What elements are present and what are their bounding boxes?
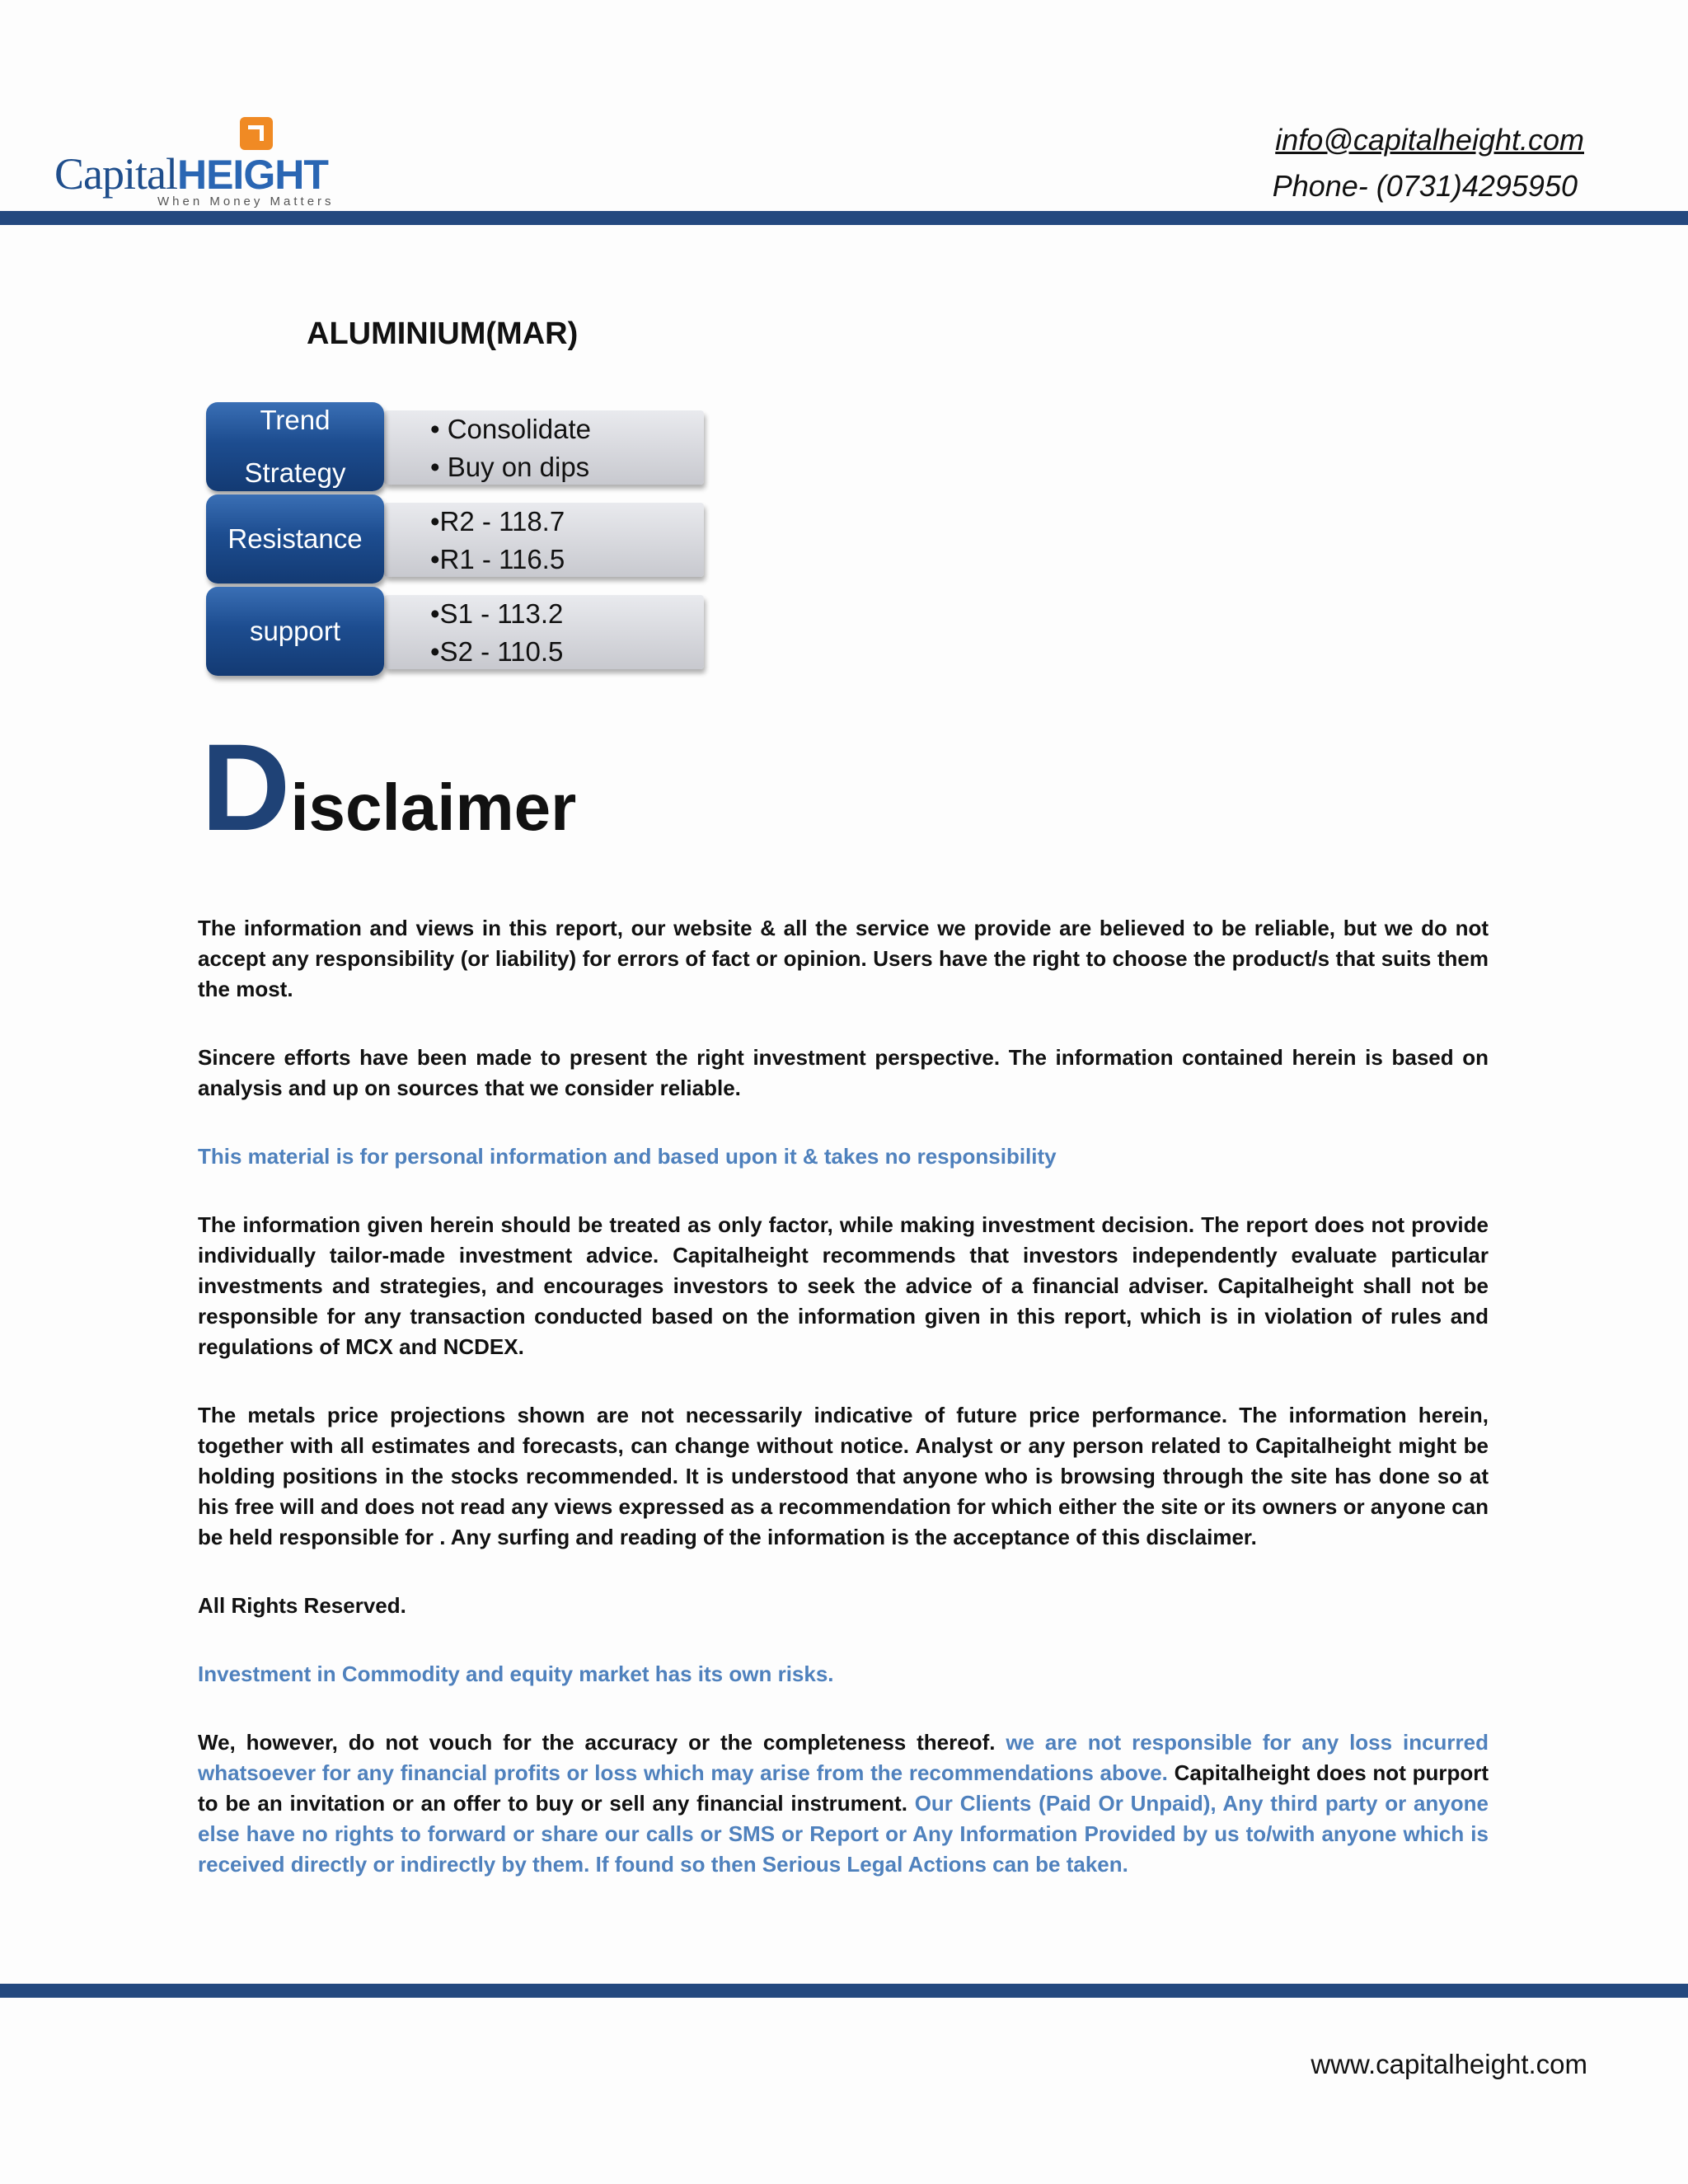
resistance-r2: •R2 - 118.7 [430, 506, 565, 537]
disclaimer-paragraph-4: The information given herein should be treated as only factor, while making investment decision. The report does not provide individually tailor-made investment advice. Capitalheight recommends that investors independently evaluate particular investments and strategies, and encourages investors to seek the advice of a financial adviser. Capitalheight shall not be responsible for any transaction conducted based on the information given in this report, which is in violation of rules and regulations of MCX and NCDEX. [198, 1212, 1489, 1359]
disclaimer-paragraph-8 [198, 1727, 1489, 1880]
trend-strategy-row [206, 402, 706, 491]
support-label [206, 587, 384, 676]
company-logo [54, 115, 335, 214]
support-s1: •S1 - 113.2 [430, 598, 564, 629]
arrow-up-right-icon [240, 117, 273, 150]
strategy-label-text: Strategy [244, 457, 346, 488]
product-title: ALUMINIUM(MAR) [307, 316, 579, 351]
disclaimer-heading [201, 718, 577, 856]
email-link[interactable]: info@capitalheight.com [1275, 123, 1584, 157]
logo-tagline: When Money Matters [157, 194, 335, 209]
contact-info [1273, 117, 1584, 209]
support-s2: •S2 - 110.5 [430, 636, 564, 667]
phone-number: Phone- (0731)4295950 [1272, 169, 1578, 203]
footer-website-link[interactable]: www.capitalheight.com [1311, 2049, 1587, 2079]
disclaimer-heading-rest: isclaimer [290, 771, 577, 844]
disclaimer-paragraph-7: Investment in Commodity and equity market has its own risks. [198, 1661, 834, 1686]
disclaimer-paragraph-2: Sincere efforts have been made to present the right investment perspective. The information contained herein is based on analysis and up on sources that we consider reliable. [198, 1045, 1489, 1100]
support-label-text: support [249, 616, 341, 646]
disclaimer-paragraph-5: The metals price projections shown are not necessarily indicative of future price performance. The information herein, together with all estimates and forecasts, can change without notice. Analyst or any person related to Capitalheight might be holding positions in the stocks recommended. It is understood that anyone who is browsing through the site has done so at his free will and does not read any views expressed as a recommendation for which either the site or its owners or anyone can be held responsible for . Any surfing and reading of the information is the acceptance of this disclaimer. [198, 1403, 1489, 1549]
logo-brand-suffix: HEIGHT [176, 152, 328, 198]
disclaimer-body [198, 913, 1489, 1918]
disclaimer-p8-part-d: Our Clients (Paid Or Unpaid), Any third party or anyone else have no rights to forward or share our calls or SMS or Report or Any Information Provided by us to/with anyone which is received directly or indirectly by them. If found so then Serious Legal Actions can be taken. [198, 1791, 1489, 1877]
resistance-values [384, 503, 704, 577]
disclaimer-p8-part-a: We, however, do not vouch for the accuracy or the completeness thereof. [198, 1730, 1006, 1755]
resistance-r1: •R1 - 116.5 [430, 544, 565, 574]
disclaimer-p8-part-b: we are not responsible for any loss incurred whatsoever for any financial profits or loss which may arise from the recommendations above. [198, 1730, 1489, 1785]
footer-divider [0, 1984, 1688, 1998]
trend-value: • Consolidate [430, 414, 592, 444]
trend-label-text: Trend [260, 405, 331, 435]
resistance-label [206, 494, 384, 583]
disclaimer-paragraph-1: The information and views in this report, our website & all the service we provide are believed to be reliable, but we do not accept any responsibility (or liability) for errors of fact or opinion. Users have the right to choose the product/s that suits them the most. [198, 916, 1489, 1001]
header-divider [0, 211, 1688, 225]
trend-strategy-values [384, 410, 704, 485]
disclaimer-p8-part-c: Capitalheight does not purport to be an invitation or an offer to buy or sell any financial instrument. [198, 1760, 1489, 1816]
logo-wordmark [54, 148, 328, 199]
resistance-label-text: Resistance [227, 523, 363, 554]
logo-brand-prefix: Capital [54, 149, 177, 199]
disclaimer-paragraph-3: This material is for personal information and based upon it & takes no responsibility [198, 1144, 1057, 1169]
disclaimer-dropcap: D [201, 718, 291, 856]
support-row [206, 587, 706, 676]
trend-strategy-label [206, 402, 384, 491]
strategy-value: • Buy on dips [430, 452, 590, 482]
resistance-row [206, 494, 706, 583]
disclaimer-paragraph-6: All Rights Reserved. [198, 1593, 406, 1618]
support-values [384, 595, 704, 669]
